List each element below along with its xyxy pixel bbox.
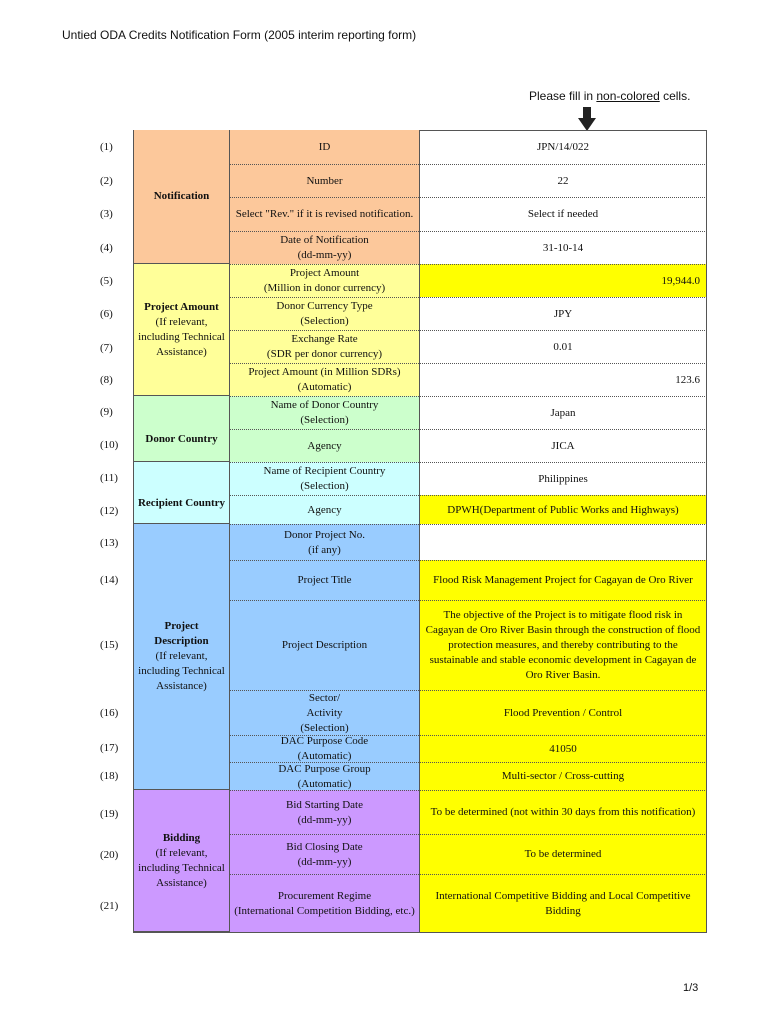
field-label-text: Date of Notification	[280, 234, 369, 246]
field-label	[229, 164, 419, 197]
field-label-text: Number	[306, 174, 343, 187]
value-exchange-rate[interactable]: 0.01	[419, 330, 707, 363]
field-label	[229, 874, 419, 932]
section-project-amount-note: (If relevant, including Technical Assistance)	[138, 315, 225, 358]
field-label-text: Project Amount	[289, 267, 360, 279]
row-number: (10)	[100, 439, 119, 451]
value-number[interactable]: 22	[419, 164, 707, 197]
section-notification	[133, 130, 229, 264]
section-bidding	[133, 790, 229, 932]
field-label-text: Project Amount (in Million SDRs)	[248, 366, 401, 378]
value-project-title[interactable]: Flood Risk Management Project for Cagayan de Oro River	[419, 560, 707, 600]
value-dac-purpose-code: 41050	[419, 735, 707, 762]
table-bottom-border	[133, 932, 707, 933]
field-label	[229, 790, 419, 834]
document-title: Untied ODA Credits Notification Form (2005 interim reporting form)	[62, 28, 417, 42]
row-number: (9)	[100, 406, 113, 418]
section-donor-country-label: Donor Country	[145, 433, 218, 445]
field-label-text: DAC Purpose Group	[278, 762, 371, 775]
value-recipient-country[interactable]: Philippines	[419, 462, 707, 495]
field-label-text: ID	[318, 140, 331, 153]
field-label-text: Agency	[307, 439, 342, 452]
row-number: (4)	[100, 242, 113, 254]
value-project-description[interactable]: The objective of the Project is to mitigate flood risk in Cagayan de Oro River Basin through the construction of flood protection measures, and thereby contributing to the sustainable and stable economic development in Cagayan de Oro River Basin.	[419, 600, 707, 690]
field-label-sub: (Selection)	[300, 721, 349, 734]
field-label-sub: (Automatic)	[297, 777, 352, 790]
field-label	[229, 560, 419, 600]
section-donor-country	[133, 396, 229, 462]
field-label-text: Select "Rev." if it is revised notification.	[235, 208, 414, 220]
field-label-text: Donor Project No.	[284, 528, 365, 541]
value-bid-start-date[interactable]: To be determined (not within 30 days from this notification)	[419, 790, 707, 834]
value-notification-date[interactable]: 31-10-14	[419, 231, 707, 264]
field-label-text: Procurement Regime	[277, 889, 372, 902]
section-project-amount-label: Project Amount	[144, 300, 219, 313]
field-label-text: Project Description	[281, 639, 368, 651]
row-number: (14)	[100, 574, 119, 586]
fill-instruction	[529, 89, 690, 103]
section-bidding-note: (If relevant, including Technical Assistance)	[138, 846, 225, 889]
field-label	[229, 130, 419, 164]
field-label	[229, 524, 419, 560]
field-label-sub: (dd-mm-yy)	[297, 855, 352, 868]
field-label-text: Sector/ Activity	[306, 691, 343, 719]
value-bid-close-date[interactable]: To be determined	[419, 834, 707, 874]
row-number: (21)	[100, 900, 119, 912]
field-label	[229, 330, 419, 363]
field-label	[229, 429, 419, 462]
section-bidding-label: Bidding	[162, 831, 201, 844]
value-id[interactable]: JPN/14/022	[419, 130, 707, 164]
field-label-sub: (Automatic)	[297, 381, 352, 393]
instruction-pre: Please fill in	[529, 89, 597, 103]
row-number: (3)	[100, 208, 113, 220]
row-number: (12)	[100, 505, 119, 517]
section-project-description-note: (If relevant, including Technical Assistance)	[138, 650, 225, 692]
section-project-amount	[133, 264, 229, 396]
field-label-text: Name of Recipient Country	[263, 465, 386, 477]
row-number: (7)	[100, 342, 113, 354]
section-recipient-country-label: Recipient Country	[137, 497, 226, 509]
row-number: (15)	[100, 639, 119, 651]
field-label-sub: (SDR per donor currency)	[266, 348, 383, 360]
value-amount-sdr: 123.6	[419, 363, 707, 396]
row-number: (2)	[100, 175, 113, 187]
value-currency-type[interactable]: JPY	[419, 297, 707, 330]
section-project-description-label: Project Description	[154, 620, 209, 647]
field-label-sub: (dd-mm-yy)	[297, 813, 352, 826]
row-number: (6)	[100, 308, 113, 320]
field-label	[229, 600, 419, 690]
field-label	[229, 297, 419, 330]
field-label-sub: (if any)	[308, 543, 341, 556]
field-label-text: Agency	[307, 503, 342, 516]
field-label-text: Name of Donor Country	[270, 399, 379, 411]
field-label	[229, 197, 419, 231]
row-number: (13)	[100, 537, 119, 549]
row-number: (20)	[100, 849, 119, 861]
row-number: (19)	[100, 808, 119, 820]
field-label-text: Exchange Rate	[291, 333, 358, 345]
page-number: 1/3	[683, 982, 699, 994]
field-label	[229, 495, 419, 524]
down-arrow-icon	[578, 107, 596, 131]
instruction-post: cells.	[659, 89, 691, 103]
field-label-text: Bid Starting Date	[286, 798, 363, 811]
value-donor-project-no[interactable]	[419, 524, 707, 560]
row-number: (16)	[100, 707, 119, 719]
field-label-sub: (dd-mm-yy)	[297, 249, 352, 261]
row-number: (8)	[100, 374, 113, 386]
field-label	[229, 690, 419, 735]
value-sector-activity[interactable]: Flood Prevention / Control	[419, 690, 707, 735]
field-label-text: Bid Closing Date	[286, 840, 363, 853]
field-label-sub: (Selection)	[300, 414, 349, 426]
section-notification-label: Notification	[153, 190, 210, 202]
field-label-text: DAC Purpose Code	[280, 735, 369, 747]
field-label-sub: (Selection)	[300, 480, 349, 492]
field-label-text: Donor Currency Type	[276, 300, 373, 312]
section-project-description	[133, 524, 229, 790]
value-recipient-agency[interactable]: DPWH(Department of Public Works and Highways)	[419, 495, 707, 524]
field-label	[229, 396, 419, 429]
field-label	[229, 462, 419, 495]
field-label-sub: (Selection)	[300, 315, 349, 327]
section-recipient-country	[133, 462, 229, 524]
field-label	[229, 363, 419, 396]
value-dac-purpose-group: Multi-sector / Cross-cutting	[419, 762, 707, 790]
field-label	[229, 231, 419, 264]
value-donor-country[interactable]: Japan	[419, 396, 707, 429]
value-donor-agency[interactable]: JICA	[419, 429, 707, 462]
row-number: (5)	[100, 275, 113, 287]
field-label	[229, 834, 419, 874]
field-label-sub: (Automatic)	[297, 750, 352, 762]
field-label	[229, 264, 419, 297]
field-label	[229, 762, 419, 790]
row-number: (18)	[100, 770, 119, 782]
value-project-amount[interactable]: 19,944.0	[419, 264, 707, 297]
field-label-sub: (Million in donor currency)	[263, 282, 386, 294]
row-number: (17)	[100, 742, 119, 754]
row-number: (1)	[100, 141, 113, 153]
value-procurement-regime[interactable]: International Competitive Bidding and Local Competitive Bidding	[419, 874, 707, 932]
row-number: (11)	[100, 472, 118, 484]
value-revision-select[interactable]: Select if needed	[419, 197, 707, 231]
field-label	[229, 735, 419, 762]
instruction-underlined: non-colored	[596, 89, 660, 103]
field-label-text: Project Title	[297, 574, 352, 586]
field-label-sub: (International Competition Bidding, etc.)	[234, 904, 415, 917]
